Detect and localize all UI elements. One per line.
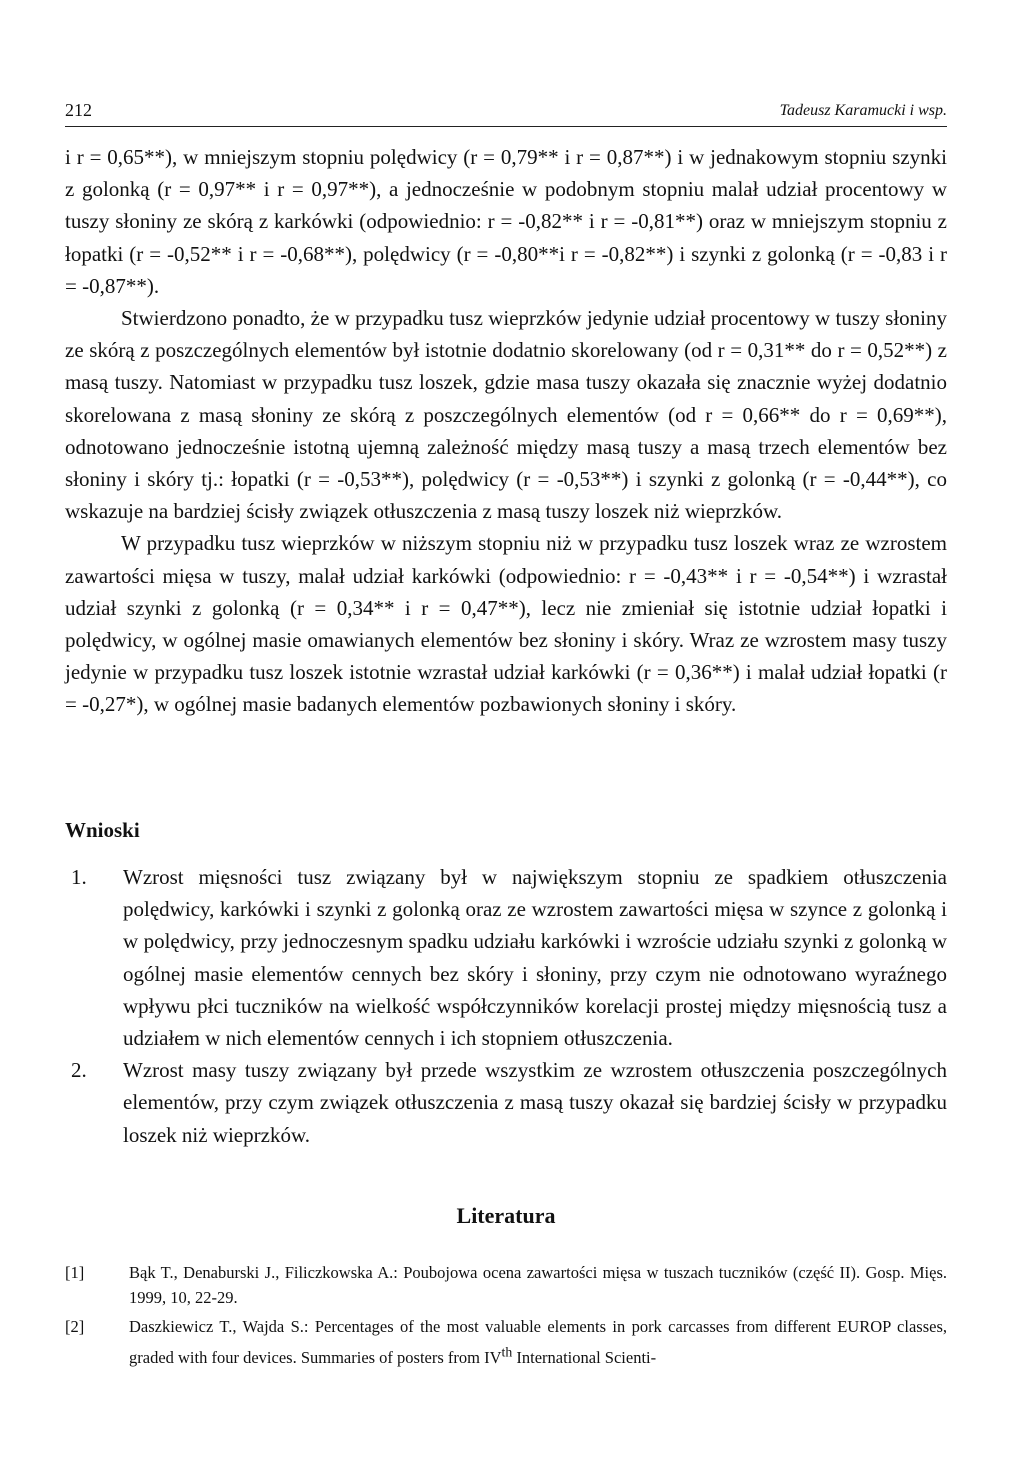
reference-number: [1]: [65, 1263, 85, 1282]
reference-text: [129, 1317, 947, 1367]
conclusion-item: [65, 861, 947, 1054]
page-number: 212: [65, 100, 92, 120]
body-paragraph: i r = 0,65**), w mniejszym stopniu polędwicy (r = 0,79** i r = 0,87**) i w jednakowym stopniu szynki z golonką (r = 0,97** i r = 0,97**), a jednocześnie w podobnym stopniu malał udział procentowy w tuszy słoniny ze skórą z karkówki (odpowiednio: r = -0,82** i r = -0,81**) oraz w mniejszym stopniu z łopatki (r = -0,52** i r = -0,68**), polędwicy (r = -0,80**i r = -0,82**) i szynki z golonką (r = -0,83 i r = -0,87**).: [65, 145, 947, 298]
conclusion-text: Wzrost masy tuszy związany był przede wszystkim ze wzrostem otłuszczenia poszczególnych elementów, przy czym związek otłuszczenia z masą tuszy okazał się bardziej ścisły w przypadku loszek niż wieprzków.: [123, 1058, 947, 1147]
references-list: [65, 1260, 947, 1374]
conclusion-number: 2.: [71, 1058, 87, 1083]
conclusions-heading: Wnioski: [65, 818, 140, 842]
conclusion-number: 1.: [71, 865, 87, 889]
reference-superscript: th: [501, 1344, 513, 1359]
conclusions-list: [65, 861, 947, 1151]
literature-heading: Literatura: [456, 1203, 556, 1228]
body-paragraph: W przypadku tusz wieprzków w niższym stopniu niż w przypadku tusz loszek wraz ze wzrostem zawartości mięsa w tuszy, malał udział karkówki (odpowiednio: r = -0,43** i r = -0,54**) i wzrastał udział szynki z golonką (r = 0,34** i r = 0,47**), lecz nie zmieniał się istotnie udział łopatki i polędwicy, w ogólnej masie omawianych elementów bez słoniny i skóry. Wraz ze wzrostem masy tuszy jedynie w przypadku tusz loszek istotnie wzrastał udział karkówki (r = 0,36**) i malał udział łopatki (r = -0,27*), w ogólnej masie badanych elementów pozbawionych słoniny i skóry.: [65, 531, 947, 717]
reference-text: Bąk T., Denaburski J., Filiczkowska A.: Poubojowa ocena zawartości mięsa w tuszach tuczników (część II). Gosp. Mięs. 1999, 10, 22-29.: [129, 1263, 947, 1307]
body-paragraph: Stwierdzono ponadto, że w przypadku tusz wieprzków jedynie udział procentowy w tuszy słoniny ze skórą z poszczególnych elementów był istotnie dodatnio skorelowany (od r = 0,31** do r = 0,52**) z masą tuszy. Natomiast w przypadku tusz loszek, gdzie masa tuszy okazała się znacznie wyżej dodatnio skorelowana z masą słoniny ze skórą z poszczególnych elementów (od r = 0,66** do r = 0,69**), odnotowano jednocześnie istotną ujemną zależność między masą tuszy a masą trzech elementów bez słoniny i skóry tj.: łopatki (r = -0,53**), polędwicy (r = -0,53**) i szynki z golonką (r = -0,44**), co wskazuje na bardziej ścisły związek otłuszczenia z masą tuszy loszek niż wieprzków.: [65, 306, 947, 524]
conclusion-item: [65, 1054, 947, 1151]
body-text: [65, 141, 947, 721]
reference-text-before: Daszkiewicz T., Wajda S.: Percentages of the most valuable elements in pork carcasses from different EUROP classes, graded with four devices. Summaries of posters from IV: [129, 1317, 947, 1367]
conclusion-text: Wzrost mięsności tusz związany był w największym stopniu ze spadkiem otłuszczenia polędwicy, karkówki i szynki z golonką oraz ze wzrostem zawartości mięsa w szynce z golonką i w polędwicy, przy jednoczesnym spadku udziału karkówki i wzroście udziału szynki z golonką w ogólnej masie elementów cennych bez skóry i słoniny, przy czym nie odnotowano wyraźnego wpływu płci tuczników na wielkość współczynników korelacji prostej między mięsnością tusz a udziałem w nich elementów cennych i ich stopniem otłuszczenia.: [123, 865, 947, 1051]
running-author: Tadeusz Karamucki i wsp.: [779, 102, 947, 119]
reference-item: [65, 1314, 947, 1370]
reference-item: [65, 1260, 947, 1310]
reference-number: [2]: [65, 1317, 85, 1336]
reference-text-after: International Scienti-: [512, 1347, 657, 1367]
running-header: [65, 100, 947, 127]
